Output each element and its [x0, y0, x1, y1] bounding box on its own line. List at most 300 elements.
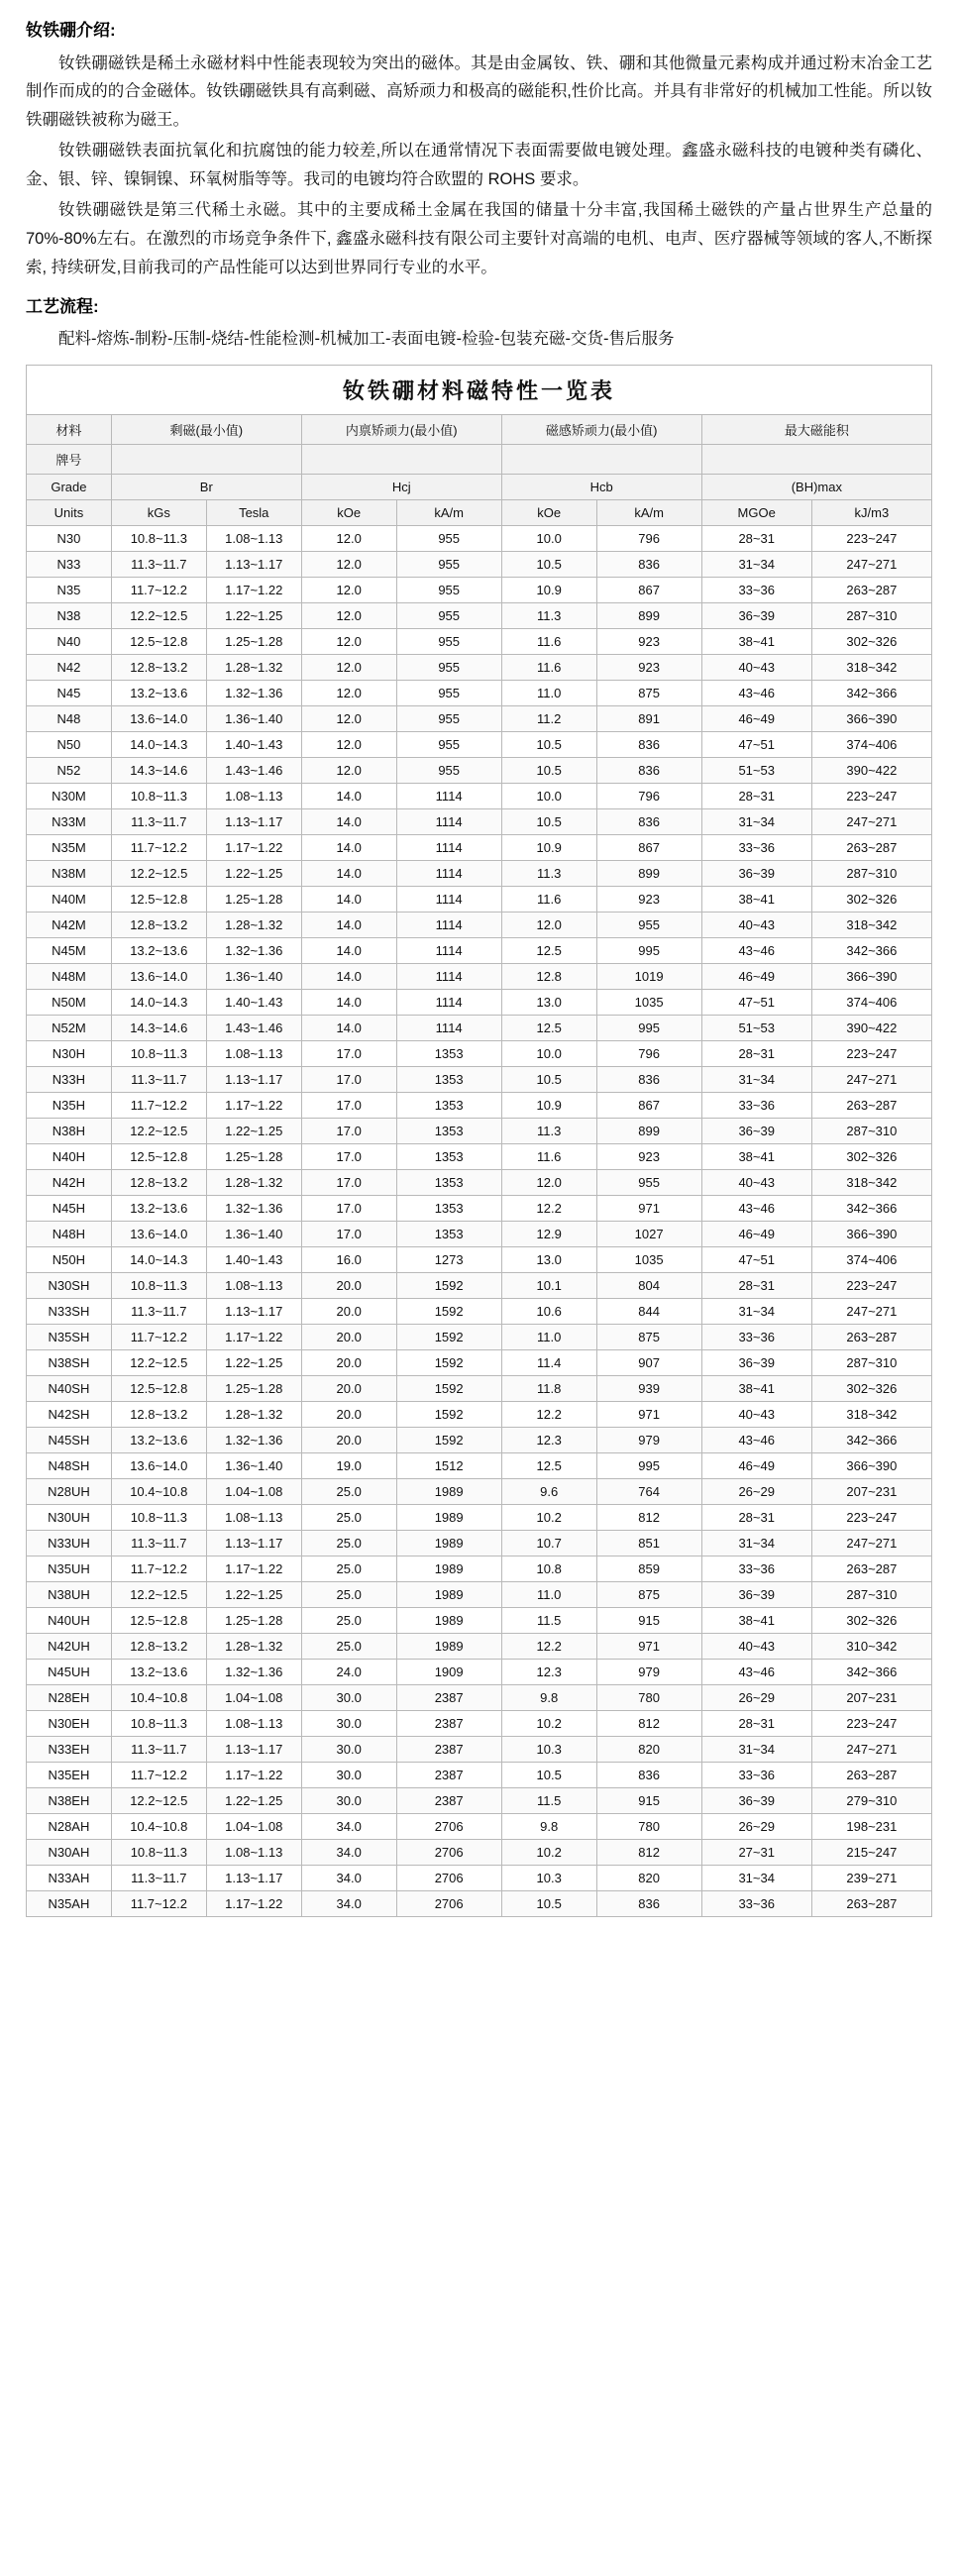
cell-value: 30.0: [301, 1684, 396, 1710]
cell-value: 36~39: [701, 1787, 811, 1813]
header-row-2: [27, 444, 932, 474]
cell-value: 342~366: [811, 1659, 931, 1684]
cell-value: 11.8: [501, 1375, 596, 1401]
cell-value: 14.3~14.6: [111, 1015, 206, 1040]
cell-grade: N42H: [27, 1169, 112, 1195]
cell-grade: N42UH: [27, 1633, 112, 1659]
table-row: [27, 989, 932, 1015]
cell-value: 780: [596, 1684, 701, 1710]
cell-value: 979: [596, 1659, 701, 1684]
header-hcj: Hcj: [301, 474, 501, 499]
table-row: [27, 1092, 932, 1118]
cell-value: 215~247: [811, 1839, 931, 1865]
cell-grade: N28EH: [27, 1684, 112, 1710]
table-row: [27, 1865, 932, 1890]
cell-value: 11.3~11.7: [111, 551, 206, 577]
cell-value: 263~287: [811, 1092, 931, 1118]
cell-value: 302~326: [811, 1607, 931, 1633]
cell-value: 955: [396, 680, 501, 705]
cell-value: 9.8: [501, 1684, 596, 1710]
cell-value: 223~247: [811, 1504, 931, 1530]
cell-value: 12.0: [301, 654, 396, 680]
table-row: [27, 1452, 932, 1478]
table-row: [27, 705, 932, 731]
cell-value: 1.36~1.40: [206, 963, 301, 989]
table-row: [27, 860, 932, 886]
cell-value: 1.32~1.36: [206, 937, 301, 963]
table-row: [27, 628, 932, 654]
cell-value: 1.25~1.28: [206, 1143, 301, 1169]
cell-value: 13.6~14.0: [111, 1452, 206, 1478]
cell-value: 796: [596, 1040, 701, 1066]
cell-value: 13.6~14.0: [111, 963, 206, 989]
cell-value: 1035: [596, 989, 701, 1015]
cell-value: 11.7~12.2: [111, 1556, 206, 1581]
cell-value: 11.2: [501, 705, 596, 731]
cell-value: 1114: [396, 963, 501, 989]
cell-value: 1019: [596, 963, 701, 989]
cell-value: 25.0: [301, 1504, 396, 1530]
cell-value: 14.0: [301, 808, 396, 834]
cell-value: 1035: [596, 1246, 701, 1272]
cell-value: 796: [596, 783, 701, 808]
cell-value: 12.5: [501, 1015, 596, 1040]
cell-value: 33~36: [701, 1324, 811, 1349]
cell-value: 36~39: [701, 602, 811, 628]
cell-value: 40~43: [701, 912, 811, 937]
cell-value: 20.0: [301, 1324, 396, 1349]
cell-value: 34.0: [301, 1839, 396, 1865]
cell-grade: N30UH: [27, 1504, 112, 1530]
cell-value: 12.2~12.5: [111, 1118, 206, 1143]
cell-value: 10.8~11.3: [111, 1710, 206, 1736]
cell-value: 836: [596, 808, 701, 834]
cell-value: 971: [596, 1633, 701, 1659]
cell-value: 836: [596, 757, 701, 783]
cell-value: 1353: [396, 1040, 501, 1066]
cell-value: 47~51: [701, 989, 811, 1015]
cell-value: 36~39: [701, 1581, 811, 1607]
cell-grade: N30SH: [27, 1272, 112, 1298]
cell-value: 12.2: [501, 1195, 596, 1221]
cell-value: 1273: [396, 1246, 501, 1272]
cell-value: 1353: [396, 1169, 501, 1195]
cell-value: 13.2~13.6: [111, 680, 206, 705]
cell-value: 31~34: [701, 551, 811, 577]
cell-value: 812: [596, 1839, 701, 1865]
cell-grade: N45: [27, 680, 112, 705]
cell-value: 43~46: [701, 1427, 811, 1452]
cell-value: 1353: [396, 1118, 501, 1143]
cell-value: 1592: [396, 1272, 501, 1298]
cell-value: 12.8~13.2: [111, 1633, 206, 1659]
table-row: [27, 1427, 932, 1452]
cell-value: 12.0: [501, 1169, 596, 1195]
cell-grade: N30M: [27, 783, 112, 808]
cell-value: 995: [596, 1015, 701, 1040]
cell-grade: N45M: [27, 937, 112, 963]
table-row: [27, 912, 932, 937]
cell-value: 1.17~1.22: [206, 1092, 301, 1118]
cell-value: 342~366: [811, 1427, 931, 1452]
cell-value: 1592: [396, 1349, 501, 1375]
magnet-spec-table: [26, 365, 932, 1917]
cell-grade: N35SH: [27, 1324, 112, 1349]
cell-value: 12.0: [301, 602, 396, 628]
cell-value: 223~247: [811, 783, 931, 808]
cell-value: 247~271: [811, 1066, 931, 1092]
cell-value: 11.7~12.2: [111, 1092, 206, 1118]
table-row: [27, 1556, 932, 1581]
cell-value: 287~310: [811, 860, 931, 886]
cell-grade: N45UH: [27, 1659, 112, 1684]
cell-value: 30.0: [301, 1787, 396, 1813]
cell-grade: N48SH: [27, 1452, 112, 1478]
cell-value: 1.43~1.46: [206, 757, 301, 783]
process-heading: 工艺流程:: [26, 296, 99, 316]
cell-value: 10.8~11.3: [111, 1040, 206, 1066]
cell-value: 1114: [396, 912, 501, 937]
cell-value: 10.5: [501, 551, 596, 577]
cell-value: 34.0: [301, 1813, 396, 1839]
cell-value: 923: [596, 886, 701, 912]
header-hcj-blank: [301, 444, 501, 474]
cell-value: 14.3~14.6: [111, 757, 206, 783]
table-row: [27, 1890, 932, 1916]
cell-grade: N38M: [27, 860, 112, 886]
cell-value: 10.0: [501, 525, 596, 551]
cell-value: 979: [596, 1427, 701, 1452]
cell-value: 12.3: [501, 1427, 596, 1452]
cell-value: 11.3: [501, 602, 596, 628]
cell-grade: N33AH: [27, 1865, 112, 1890]
cell-value: 1592: [396, 1324, 501, 1349]
cell-grade: N45H: [27, 1195, 112, 1221]
cell-value: 1114: [396, 989, 501, 1015]
table-title: 钕铁硼材料磁特性一览表: [27, 365, 932, 414]
cell-value: 1114: [396, 834, 501, 860]
cell-grade: N50M: [27, 989, 112, 1015]
cell-value: 12.5: [501, 1452, 596, 1478]
cell-value: 1.32~1.36: [206, 1427, 301, 1452]
cell-value: 10.9: [501, 1092, 596, 1118]
cell-value: 1.13~1.17: [206, 1865, 301, 1890]
cell-value: 1353: [396, 1092, 501, 1118]
table-row: [27, 1401, 932, 1427]
cell-value: 46~49: [701, 1221, 811, 1246]
cell-value: 14.0~14.3: [111, 731, 206, 757]
table-row: [27, 1787, 932, 1813]
cell-value: 1512: [396, 1452, 501, 1478]
cell-value: 38~41: [701, 1143, 811, 1169]
cell-value: 10.4~10.8: [111, 1684, 206, 1710]
cell-value: 207~231: [811, 1684, 931, 1710]
table-row: [27, 886, 932, 912]
table-row: [27, 1633, 932, 1659]
cell-value: 12.3: [501, 1659, 596, 1684]
cell-value: 43~46: [701, 680, 811, 705]
table-row: [27, 783, 932, 808]
cell-value: 11.3: [501, 860, 596, 886]
header-unit-kam-hcb: kA/m: [596, 499, 701, 525]
cell-value: 836: [596, 1066, 701, 1092]
cell-value: 30.0: [301, 1762, 396, 1787]
header-material: 材料: [27, 414, 112, 444]
cell-value: 1.36~1.40: [206, 1452, 301, 1478]
cell-value: 302~326: [811, 1375, 931, 1401]
cell-value: 875: [596, 1581, 701, 1607]
header-br: Br: [111, 474, 301, 499]
cell-value: 14.0: [301, 912, 396, 937]
cell-value: 36~39: [701, 1118, 811, 1143]
cell-grade: N40SH: [27, 1375, 112, 1401]
intro-paragraph-1: 钕铁硼磁铁是稀土永磁材料中性能表现较为突出的磁体。其是由金属钕、铁、硼和其他微量元素构成并通过粉末冶金工艺制作而成的的合金磁体。钕铁硼磁铁具有高剩磁、高矫顽力和极高的磁能积,性价比高。并具有非常好的机械加工性能。所以钕铁硼磁铁被称为磁王。: [26, 54, 932, 130]
process-flow-text: 配料-熔炼-制粉-压制-烧结-性能检测-机械加工-表面电镀-检验-包装充磁-交货-售后服务: [58, 330, 675, 348]
cell-value: 1114: [396, 860, 501, 886]
cell-value: 10.2: [501, 1504, 596, 1530]
cell-value: 11.6: [501, 654, 596, 680]
header-bhmax-group: 最大磁能积: [701, 414, 931, 444]
cell-value: 20.0: [301, 1298, 396, 1324]
cell-value: 1.17~1.22: [206, 1762, 301, 1787]
cell-value: 247~271: [811, 1530, 931, 1556]
cell-grade: N42SH: [27, 1401, 112, 1427]
cell-value: 16.0: [301, 1246, 396, 1272]
cell-grade: N35EH: [27, 1762, 112, 1787]
cell-value: 40~43: [701, 1401, 811, 1427]
cell-value: 13.2~13.6: [111, 937, 206, 963]
cell-value: 13.6~14.0: [111, 705, 206, 731]
cell-value: 891: [596, 705, 701, 731]
cell-value: 1.04~1.08: [206, 1684, 301, 1710]
cell-value: 390~422: [811, 757, 931, 783]
cell-value: 12.2: [501, 1401, 596, 1427]
table-row: [27, 1710, 932, 1736]
cell-value: 899: [596, 1118, 701, 1143]
cell-value: 1989: [396, 1478, 501, 1504]
cell-value: 366~390: [811, 1221, 931, 1246]
cell-value: 10.5: [501, 1762, 596, 1787]
cell-value: 1.13~1.17: [206, 1298, 301, 1324]
cell-value: 1.17~1.22: [206, 1556, 301, 1581]
cell-value: 17.0: [301, 1143, 396, 1169]
cell-value: 318~342: [811, 1401, 931, 1427]
cell-value: 17.0: [301, 1195, 396, 1221]
cell-value: 1592: [396, 1401, 501, 1427]
cell-value: 859: [596, 1556, 701, 1581]
cell-value: 11.6: [501, 628, 596, 654]
header-unit-koe-hcj: kOe: [301, 499, 396, 525]
cell-value: 11.3~11.7: [111, 1298, 206, 1324]
cell-value: 11.3~11.7: [111, 1066, 206, 1092]
cell-value: 10.5: [501, 731, 596, 757]
cell-value: 1.04~1.08: [206, 1813, 301, 1839]
header-br-group: 剩磁(最小值): [111, 414, 301, 444]
header-br-blank: [111, 444, 301, 474]
cell-value: 11.3~11.7: [111, 1530, 206, 1556]
cell-value: 1.17~1.22: [206, 577, 301, 602]
cell-value: 318~342: [811, 912, 931, 937]
header-unit-kam-hcj: kA/m: [396, 499, 501, 525]
cell-value: 1353: [396, 1221, 501, 1246]
cell-value: 47~51: [701, 731, 811, 757]
table-row: [27, 1762, 932, 1787]
cell-grade: N33M: [27, 808, 112, 834]
table-row: [27, 680, 932, 705]
cell-value: 13.0: [501, 1246, 596, 1272]
cell-value: 11.6: [501, 1143, 596, 1169]
cell-value: 2387: [396, 1710, 501, 1736]
cell-value: 875: [596, 680, 701, 705]
cell-value: 12.0: [301, 705, 396, 731]
cell-value: 1.25~1.28: [206, 1607, 301, 1633]
cell-value: 33~36: [701, 834, 811, 860]
cell-value: 1.13~1.17: [206, 1530, 301, 1556]
cell-value: 907: [596, 1349, 701, 1375]
cell-value: 223~247: [811, 1710, 931, 1736]
cell-value: 12.2: [501, 1633, 596, 1659]
header-row-units: [27, 499, 932, 525]
cell-grade: N40: [27, 628, 112, 654]
table-row: [27, 834, 932, 860]
header-hcb: Hcb: [501, 474, 701, 499]
cell-value: 33~36: [701, 577, 811, 602]
cell-value: 25.0: [301, 1556, 396, 1581]
cell-value: 12.8~13.2: [111, 1401, 206, 1427]
cell-value: 14.0: [301, 860, 396, 886]
cell-value: 971: [596, 1401, 701, 1427]
cell-value: 11.0: [501, 680, 596, 705]
cell-grade: N48H: [27, 1221, 112, 1246]
cell-value: 1.32~1.36: [206, 1659, 301, 1684]
header-hcb-blank: [501, 444, 701, 474]
cell-value: 955: [396, 577, 501, 602]
header-unit-kjm3: kJ/m3: [811, 499, 931, 525]
cell-grade: N33UH: [27, 1530, 112, 1556]
cell-value: 812: [596, 1710, 701, 1736]
cell-value: 26~29: [701, 1684, 811, 1710]
table-row: [27, 1349, 932, 1375]
cell-value: 923: [596, 654, 701, 680]
cell-value: 10.5: [501, 1890, 596, 1916]
table-row: [27, 1684, 932, 1710]
table-row: [27, 551, 932, 577]
cell-value: 10.3: [501, 1736, 596, 1762]
cell-value: 1353: [396, 1195, 501, 1221]
cell-value: 1989: [396, 1581, 501, 1607]
cell-value: 207~231: [811, 1478, 931, 1504]
cell-value: 17.0: [301, 1118, 396, 1143]
table-row: [27, 1040, 932, 1066]
cell-value: 46~49: [701, 705, 811, 731]
cell-value: 899: [596, 860, 701, 886]
cell-value: 25.0: [301, 1530, 396, 1556]
cell-value: 390~422: [811, 1015, 931, 1040]
cell-value: 780: [596, 1813, 701, 1839]
cell-value: 46~49: [701, 1452, 811, 1478]
cell-value: 38~41: [701, 1607, 811, 1633]
cell-value: 1.08~1.13: [206, 1504, 301, 1530]
table-row: [27, 1143, 932, 1169]
cell-value: 1114: [396, 783, 501, 808]
cell-value: 34.0: [301, 1890, 396, 1916]
table-row: [27, 1066, 932, 1092]
cell-value: 20.0: [301, 1401, 396, 1427]
cell-grade: N33EH: [27, 1736, 112, 1762]
intro-paragraph-2: 钕铁硼磁铁表面抗氧化和抗腐蚀的能力较差,所以在通常情况下表面需要做电镀处理。鑫盛永磁科技的电镀种类有磷化、金、银、锌、镍铜镍、环氧树脂等等。我司的电镀均符合欧盟的 ROHS 要求。: [26, 142, 932, 188]
cell-value: 955: [396, 731, 501, 757]
intro-paragraph-3: 钕铁硼磁铁是第三代稀土永磁。其中的主要成稀土金属在我国的储量十分丰富,我国稀土磁铁的产量占世界生产总量的 70%-80%左右。在激烈的市场竞争条件下, 鑫盛永磁科技有限公司主要针对高端的电机、电声、医疗器械等领域的客人,不断探索, 持续研发,目前我司的产品性能可以达到世界同行专业的水平。: [26, 200, 932, 276]
header-unit-mgoe: MGOe: [701, 499, 811, 525]
cell-value: 11.3~11.7: [111, 1865, 206, 1890]
cell-value: 867: [596, 1092, 701, 1118]
table-row: [27, 808, 932, 834]
table-row: [27, 1246, 932, 1272]
cell-value: 12.5~12.8: [111, 886, 206, 912]
cell-value: 923: [596, 628, 701, 654]
cell-value: 1.08~1.13: [206, 1040, 301, 1066]
cell-value: 11.5: [501, 1787, 596, 1813]
cell-value: 263~287: [811, 577, 931, 602]
cell-value: 955: [396, 602, 501, 628]
cell-value: 38~41: [701, 628, 811, 654]
cell-value: 12.0: [301, 757, 396, 783]
cell-value: 40~43: [701, 1633, 811, 1659]
cell-value: 239~271: [811, 1865, 931, 1890]
cell-value: 10.6: [501, 1298, 596, 1324]
cell-value: 955: [396, 551, 501, 577]
cell-value: 836: [596, 1762, 701, 1787]
cell-grade: N50: [27, 731, 112, 757]
cell-value: 374~406: [811, 989, 931, 1015]
cell-value: 955: [396, 654, 501, 680]
cell-value: 17.0: [301, 1066, 396, 1092]
cell-value: 1592: [396, 1298, 501, 1324]
cell-value: 13.2~13.6: [111, 1659, 206, 1684]
cell-value: 875: [596, 1324, 701, 1349]
cell-value: 25.0: [301, 1581, 396, 1607]
cell-value: 939: [596, 1375, 701, 1401]
cell-value: 867: [596, 834, 701, 860]
cell-value: 1.13~1.17: [206, 1066, 301, 1092]
spec-table-body: [27, 365, 932, 1916]
header-bhmax-blank: [701, 444, 931, 474]
cell-value: 10.8~11.3: [111, 525, 206, 551]
cell-value: 17.0: [301, 1092, 396, 1118]
cell-value: 2706: [396, 1890, 501, 1916]
cell-value: 12.8: [501, 963, 596, 989]
cell-value: 318~342: [811, 1169, 931, 1195]
cell-value: 12.0: [301, 628, 396, 654]
cell-grade: N38UH: [27, 1581, 112, 1607]
cell-grade: N52M: [27, 1015, 112, 1040]
cell-value: 2387: [396, 1684, 501, 1710]
cell-value: 263~287: [811, 1556, 931, 1581]
table-row: [27, 602, 932, 628]
cell-value: 247~271: [811, 808, 931, 834]
cell-value: 764: [596, 1478, 701, 1504]
cell-value: 374~406: [811, 1246, 931, 1272]
cell-value: 25.0: [301, 1478, 396, 1504]
cell-value: 10.0: [501, 1040, 596, 1066]
cell-value: 10.3: [501, 1865, 596, 1890]
cell-value: 1.43~1.46: [206, 1015, 301, 1040]
cell-value: 10.4~10.8: [111, 1478, 206, 1504]
cell-value: 2706: [396, 1813, 501, 1839]
cell-value: 14.0: [301, 886, 396, 912]
header-unit-koe-hcb: kOe: [501, 499, 596, 525]
cell-value: 11.0: [501, 1581, 596, 1607]
